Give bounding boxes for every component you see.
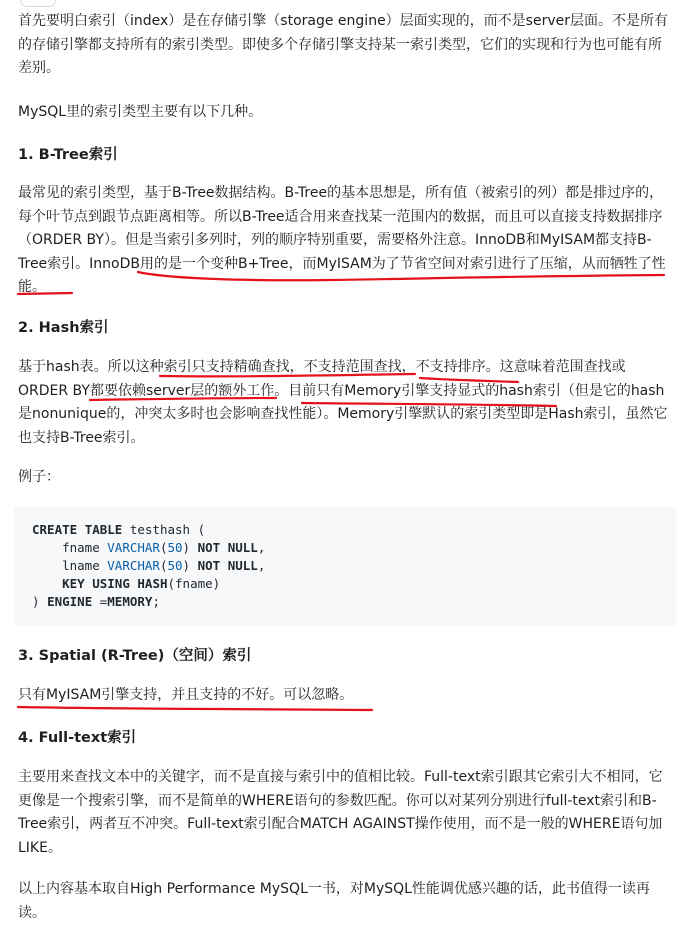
code-line: lname VARCHAR(50) NOT NULL, xyxy=(32,558,266,573)
heading-fulltext: 4. Full-text索引 xyxy=(18,730,137,746)
heading-hash: 2. Hash索引 xyxy=(18,320,109,336)
btree-paragraph: 最常见的索引类型，基于B-Tree数据结构。B-Tree的基本思想是，所有值（被索引的列）都是排过序的，每个叶节点到跟节点距离相等。所以B-Tree适合用来查找某一范围内的数据，而且可以直接支持数据排序（ORDER BY）。但是当索引多列时，列的顺序特别重要，需要格外注意。InnoDB和MyISAM都支持B-Tree索引。InnoDB用的是一个变种B+Tree，而MyISAM为了节省空间对索引进行了压缩，从而牺牲了性能。 xyxy=(18,185,666,295)
top-edge-decoration xyxy=(20,0,56,7)
heading-spatial: 3. Spatial (R-Tree)（空间）索引 xyxy=(18,648,252,664)
code-block xyxy=(14,507,676,626)
example-label: 例子： xyxy=(18,469,60,485)
outro-paragraph: 以上内容基本取自High Performance MySQL一书，对MySQL性能调优感兴趣的话，此书值得一读再读。 xyxy=(18,881,650,921)
heading-btree: 1. B-Tree索引 xyxy=(18,147,118,163)
intro-paragraph: 首先要明白索引（index）是在存储引擎（storage engine）层面实现的，而不是server层面。不是所有的存储引擎都支持所有的索引类型。即使多个存储引擎支持某一索引类型，它们的实现和行为也可能有所差别。 xyxy=(18,13,668,76)
fulltext-paragraph: 主要用来查找文本中的关键字，而不是直接与索引中的值相比较。Full-text索引跟其它索引大不相同，它更像是一个搜索引擎，而不是简单的WHERE语句的参数匹配。你可以对某列分别进行full-text索引和B-Tree索引，两者互不冲突。Full-text索引配合MATCH AGAINST操作使用，而不是一般的WHERE语句加LIKE。 xyxy=(18,769,663,856)
code-line: ) ENGINE =MEMORY; xyxy=(32,594,160,609)
types-intro-paragraph: MySQL里的索引类型主要有以下几种。 xyxy=(18,104,263,120)
code-line: CREATE TABLE testhash ( xyxy=(32,522,206,537)
hash-paragraph: 基于hash表。所以这种索引只支持精确查找，不支持范围查找，不支持排序。这意味着范围查找或ORDER BY都要依赖server层的额外工作。目前只有Memory引擎支持显式的hash索引（但是它的hash是nonunique的，冲突太多时也会影响查找性能）。Memory引擎默认的索引类型即是Hash索引，虽然它也支持B-Tree索引。 xyxy=(18,359,668,446)
code-line: KEY USING HASH(fname) xyxy=(62,576,221,591)
spatial-paragraph: 只有MyISAM引擎支持，并且支持的不好。可以忽略。 xyxy=(18,687,354,703)
code-line: fname VARCHAR(50) NOT NULL, xyxy=(32,540,266,555)
